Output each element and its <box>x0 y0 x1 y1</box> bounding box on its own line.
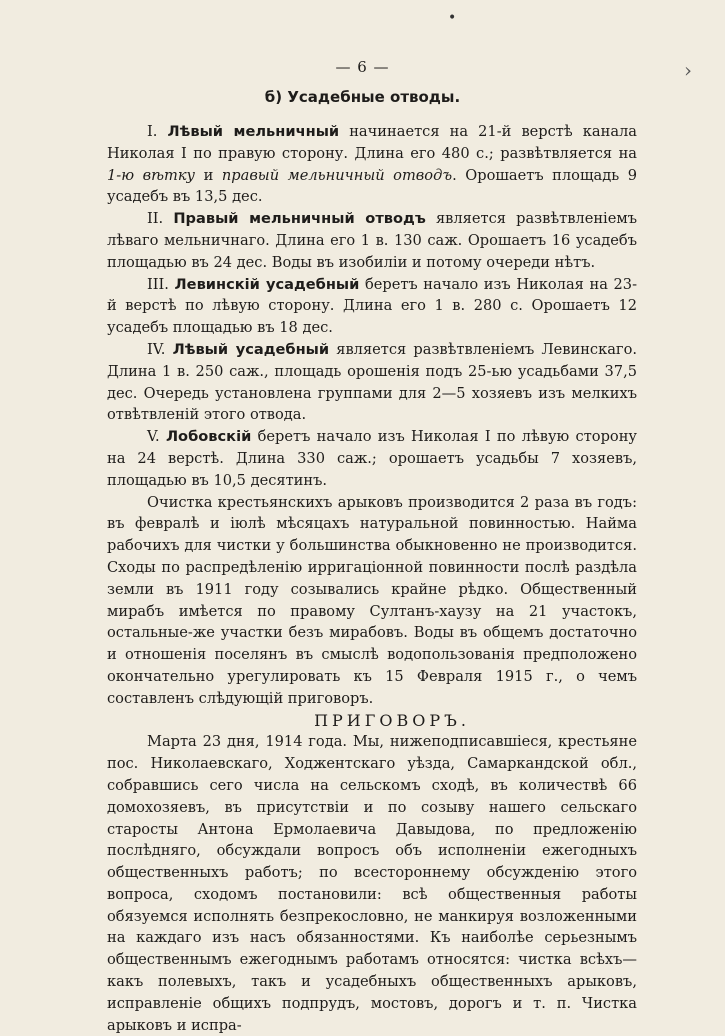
item-paragraph <box>107 274 637 339</box>
item-text: и <box>195 166 222 184</box>
section-title: б) Усадебные отводы. <box>264 88 461 106</box>
item-name: Лѣвый усадебный <box>172 340 330 358</box>
item-italic-term: 1-ю вѣтку <box>107 166 196 184</box>
item-number: I. <box>147 123 158 140</box>
item-name: Правый мельничный отводъ <box>173 210 426 228</box>
item-name: Лѣвый мельничный <box>167 123 340 140</box>
ink-dot-mark: • <box>448 10 457 26</box>
verdict-title: ПРИГОВОРЪ. <box>314 710 470 730</box>
item-number: II. <box>147 210 164 228</box>
margin-chevron-mark: › <box>684 58 692 82</box>
item-name: Левинскій усадебный <box>174 275 360 293</box>
item-text: является развѣтвленіемъ лѣваго мельничнаго. Длина его 1 в. 130 саж. Орошаетъ 16 усадебъ площадью въ 24 дес. Воды въ изобиліи и потому очереди нѣтъ. <box>107 210 637 271</box>
item-paragraph <box>107 339 637 426</box>
document-body <box>107 121 637 1036</box>
item-text: . Орошаетъ площадь 9 усадебъ въ 13,5 дес. <box>107 166 638 206</box>
item-text: беретъ начало изъ Николая I по лѣвую сторону на 24 верстѣ. Длина 330 саж.; орошаетъ усадьбы 7 хозяевъ, площадью въ 10,5 десятинъ. <box>107 428 638 489</box>
item-text: беретъ начало изъ Николая на 23-й верстѣ по лѣвую сторону. Длина его 1 в. 280 с. Орошаетъ 12 усадебъ площадью въ 18 дес. <box>107 275 637 337</box>
item-italic-term: правый мельничный отводъ <box>221 166 453 184</box>
item-paragraph <box>107 426 637 491</box>
item-name: Лобовскій <box>165 428 252 446</box>
item-number: IV. <box>147 340 166 358</box>
item-number: V. <box>147 428 160 446</box>
item-paragraph <box>107 121 637 208</box>
item-paragraph <box>107 208 637 273</box>
page-number: — 6 — <box>335 58 390 76</box>
item-number: III. <box>147 275 169 293</box>
item-text: является развѣтвленіемъ Левинскаго. Длина 1 в. 250 саж., площадь орошенія подъ 25-ью усадьбами 37,5 дес. Очередь установлена группами для 2—5 хозяевъ изъ мелкихъ отвѣтвленій этого отвода. <box>107 340 637 424</box>
item-text: начинается на 21-й верстѣ канала Николая I по правую сторону. Длина его 480 с.; развѣтвляется на <box>107 123 637 162</box>
verdict-paragraph: Марта 23 дня, 1914 года. Мы, нижеподписавшіеся, крестьяне пос. Николаевскаго, Ходжентскаго уѣзда, Самаркандской обл., собравшись сего числа на сельскомъ сходѣ, въ количествѣ 66 домохозяевъ, въ присутствіи и по созыву нашего сельскаго старосты Антона Ермолаевича Давыдова, по предложенію послѣдняго, обсуждали вопросъ объ исполненіи ежегодныхъ общественныхъ работъ; по всестороннему обсужденію этого вопроса, сходомъ постановили: всѣ общественныя работы обязуемся исполнять безпрекословно, не манкируя возложенными на каждаго изъ насъ обязанностями. Къ наиболѣе серьезнымъ общественнымъ ежегоднымъ работамъ относятся: чистка всѣхъ—какъ полевыхъ, такъ и усадебныхъ общественныхъ арыковъ, исправленіе общихъ подпрудъ, мостовъ, дорогъ и т. п. Чистка арыковъ и испра- <box>107 733 637 1034</box>
cleaning-paragraph: Очистка крестьянскихъ арыковъ производится 2 раза въ годъ: въ февралѣ и іюлѣ мѣсяцахъ натуральной повинностью. Найма рабочихъ для чистки у большинства обыкновенно не производится. Сходы по распредѣленію ирригаціонной повинности послѣ раздѣла земли въ 1911 году созывались крайне рѣдко. Общественный мирабъ имѣется по правому Султанъ-хаузу на 21 участокъ, остальные-же участки безъ мирабовъ. Воды въ общемъ достаточно и отношенія поселянъ въ смыслѣ водопользованія предположено окончательно урегулировать къ 15 Февраля 1915 г., о чемъ составленъ слѣдующій приговоръ. <box>107 493 637 707</box>
